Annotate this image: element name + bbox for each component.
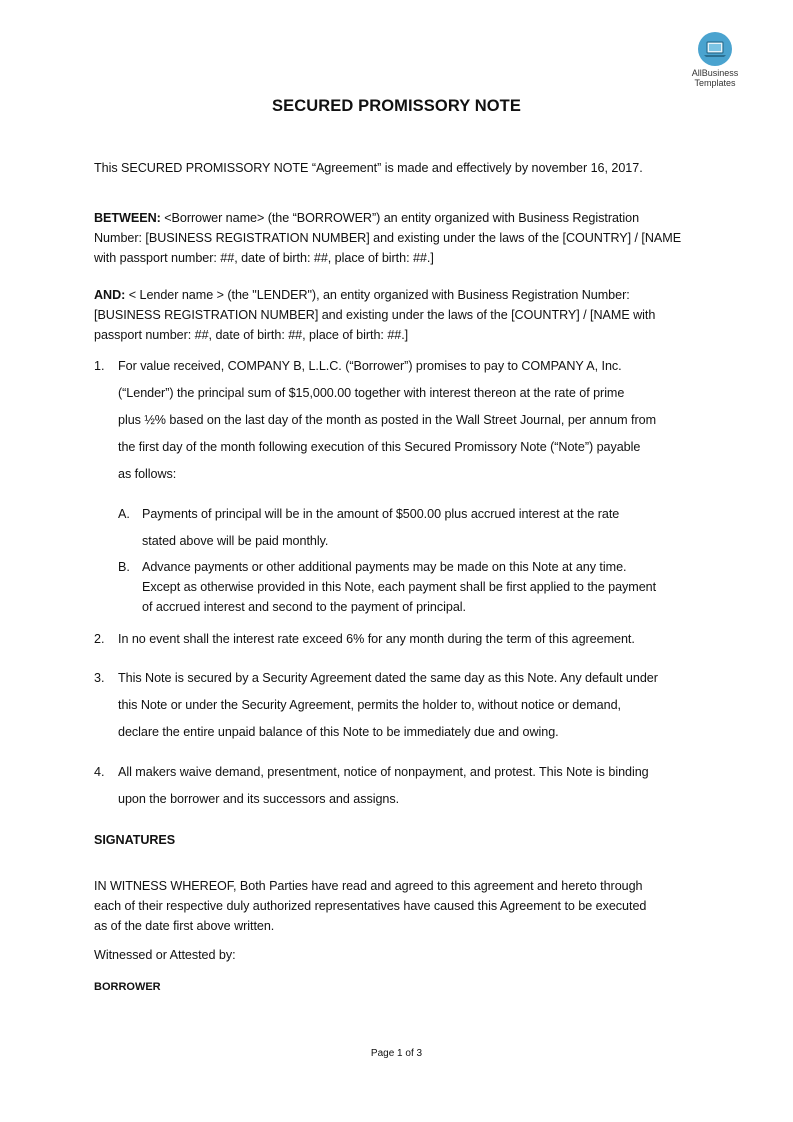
- list-item: This Note is secured by a Security Agreement dated the same day as this Note. Any default under this Note or under the Security Agreement, permits the holder to, without notice or demand, declare the entire unpaid balance of this Note to be immediately due and owing.: [118, 671, 658, 739]
- list-item-number: 2.: [94, 632, 105, 646]
- witness-paragraph: IN WITNESS WHEREOF, Both Parties have read and agreed to this agreement and hereto through each of their respective duly authorized representatives have caused this Agreement to be executed as of the date first above written.: [94, 879, 647, 933]
- signatures-heading: SIGNATURES: [94, 833, 176, 847]
- between-paragraph: [94, 208, 681, 268]
- sub-item: Payments of principal will be in the amount of $500.00 plus accrued interest at the rate stated above will be paid monthly.: [142, 507, 620, 548]
- sub-item-letter: B.: [118, 560, 130, 574]
- borrower-label: BORROWER: [94, 981, 161, 993]
- and-paragraph: [94, 285, 655, 345]
- between-label: BETWEEN:: [94, 211, 161, 225]
- list-item-number: 3.: [94, 671, 105, 685]
- list-item-number: 4.: [94, 765, 105, 779]
- laptop-icon: [698, 32, 732, 66]
- brand-subtitle: Templates: [694, 78, 736, 88]
- and-line: passport number: ##, date of birth: ##, place of birth: ##.]: [94, 328, 409, 342]
- between-line: Number: [BUSINESS REGISTRATION NUMBER] and existing under the laws of the [COUNTRY] / [NAME: [94, 231, 682, 245]
- and-label: AND:: [94, 288, 126, 302]
- list-item: For value received, COMPANY B, L.L.C. (“Borrower”) promises to pay to COMPANY A, Inc. (“Lender”) the principal sum of $15,000.00 together with interest thereon at the rate of prime plus ½% based on the last day of the month as posted in the Wall Street Journal, per annum from the first day of the month following execution of this Secured Promissory Note (“Note”) payable as follows:: [118, 359, 657, 481]
- page-number: Page 1 of 3: [370, 1048, 423, 1059]
- and-line: AND: < Lender name > (the "LENDER"), an entity organized with Business Registration Number:: [94, 288, 630, 302]
- intro-paragraph: This SECURED PROMISSORY NOTE “Agreement” is made and effectively by november 16, 2017.: [94, 161, 643, 175]
- list-item: All makers waive demand, presentment, notice of nonpayment, and protest. This Note is binding upon the borrower and its successors and assigns.: [118, 765, 649, 806]
- sub-item: Advance payments or other additional payments may be made on this Note at any time. Except as otherwise provided in this Note, each payment shall be first applied to the payment of accrued interest and second to the payment of principal.: [142, 560, 657, 614]
- list-item-number: 1.: [94, 359, 105, 373]
- brand-logo: [672, 32, 758, 88]
- witnessed-label: Witnessed or Attested by:: [94, 948, 236, 962]
- between-line: BETWEEN: <Borrower name> (the “BORROWER”) an entity organized with Business Registration: [94, 211, 640, 225]
- between-line: with passport number: ##, date of birth: ##, place of birth: ##.]: [94, 251, 434, 265]
- and-line: [BUSINESS REGISTRATION NUMBER] and existing under the laws of the [COUNTRY] / [NAME with: [94, 308, 656, 322]
- sub-item-letter: A.: [118, 507, 130, 521]
- list-item: In no event shall the interest rate exceed 6% for any month during the term of this agreement.: [118, 632, 635, 646]
- document-title: SECURED PROMISSORY NOTE: [272, 97, 521, 115]
- brand-name: AllBusiness: [691, 68, 739, 78]
